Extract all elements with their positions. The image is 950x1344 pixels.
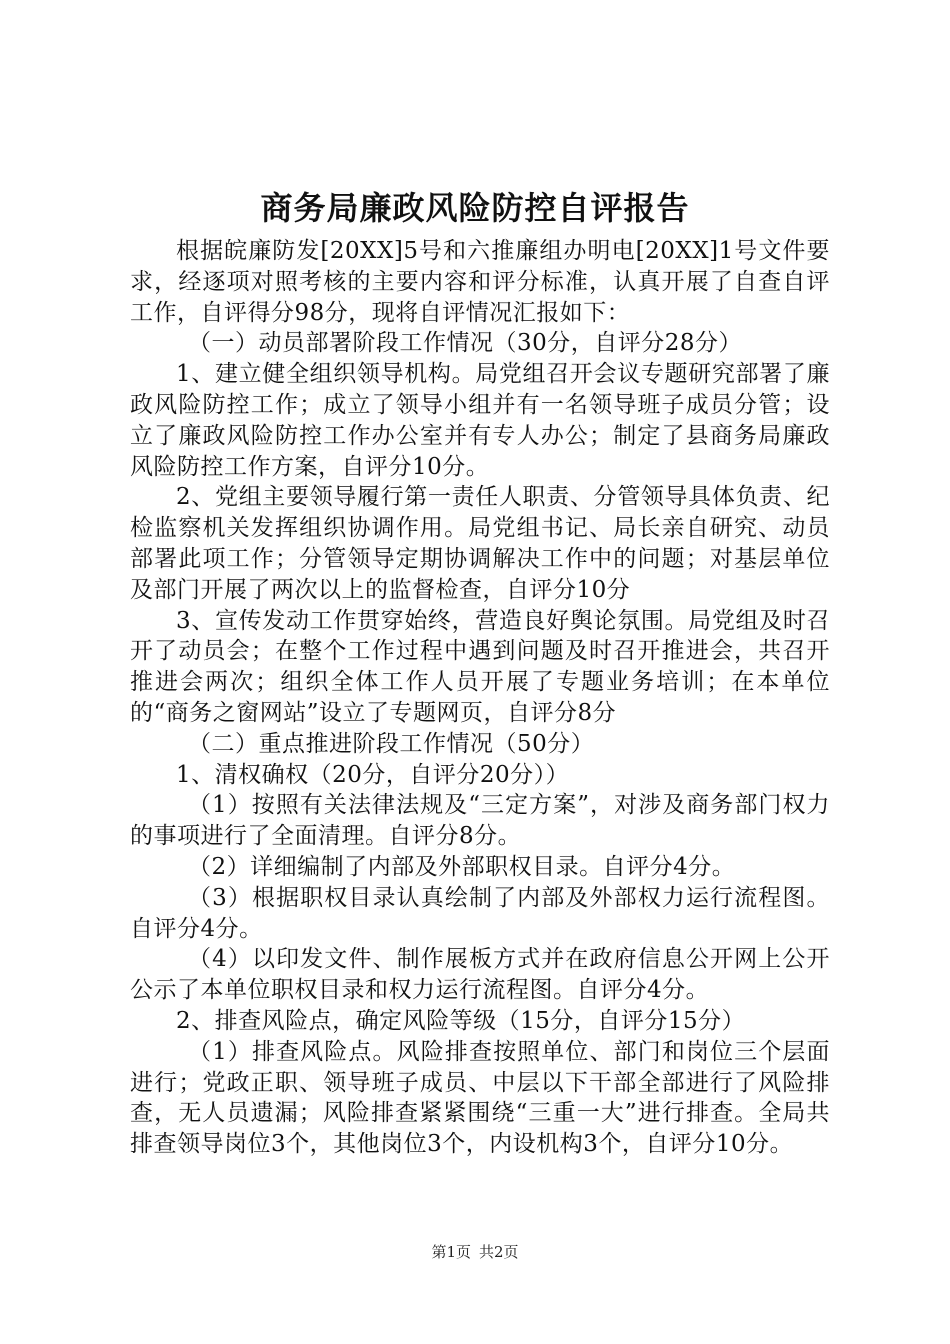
section-heading-2: （二）重点推进阶段工作情况（50分） (188, 730, 595, 757)
document-body (130, 236, 830, 1160)
paragraph-sub-4: （4）以印发文件、制作展板方式并在政府信息公开网上公开公示了本单位职权目录和权力运行流程图。自评分4分。 (130, 946, 830, 1004)
subsection-heading-2: 2、排查风险点，确定风险等级（15分，自评分15分） (176, 1007, 746, 1034)
document-title: 商务局廉政风险防控自评报告 (260, 189, 690, 227)
paragraph-sub-3: （3）根据职权目录认真绘制了内部及外部权力运行流程图。自评分4分。 (130, 884, 830, 942)
page-total: 共2页 (479, 1243, 519, 1261)
page-number: 第1页 (431, 1243, 471, 1261)
subsection-heading-1: 1、清权确权（20分，自评分20分）） (176, 761, 570, 788)
paragraph-item-1: 1、建立健全组织领导机构。局党组召开会议专题研究部署了廉政风险防控工作；成立了领导小组并有一名领导班子成员分管；设立了廉政风险防控工作办公室并有专人办公；制定了县商务局廉政风险防控工作方案，自评分10分。 (130, 361, 830, 480)
paragraph-intro: 根据皖廉防发[20XX]5号和六推廉组办明电[20XX]1号文件要求，经逐项对照考核的主要内容和评分标准，认真开展了自查自评工作，自评得分98分，现将自评情况汇报如下： (130, 238, 830, 326)
paragraph-item-3: 3、宣传发动工作贯穿始终，营造良好舆论氛围。局党组及时召开了动员会；在整个工作过程中遇到问题及时召开推进会，共召开推进会两次；组织全体工作人员开展了专题业务培训；在本单位的“商务之窗网站”设立了专题网页，自评分8分 (130, 607, 830, 726)
paragraph-sub-2: （2）详细编制了内部及外部职权目录。自评分4分。 (188, 853, 736, 880)
page-footer (0, 1242, 950, 1262)
paragraph-sub-5: （1）排查风险点。风险排查按照单位、部门和岗位三个层面进行；党政正职、领导班子成员、中层以下干部全部进行了风险排查，无人员遗漏；风险排查紧紧围绕“三重一大”进行排查。全局共排查领导岗位3个，其他岗位3个，内设机构3个，自评分10分。 (130, 1038, 830, 1158)
paragraph-item-2: 2、党组主要领导履行第一责任人职责、分管领导具体负责、纪检监察机关发挥组织协调作用。局党组书记、局长亲自研究、动员部署此项工作；分管领导定期协调解决工作中的问题；对基层单位及部门开展了两次以上的监督检查，自评分10分 (130, 484, 830, 603)
section-heading-1: （一）动员部署阶段工作情况（30分，自评分28分） (188, 330, 743, 357)
paragraph-sub-1: （1）按照有关法律法规及“三定方案”，对涉及商务部门权力的事项进行了全面清理。自评分8分。 (130, 792, 830, 850)
